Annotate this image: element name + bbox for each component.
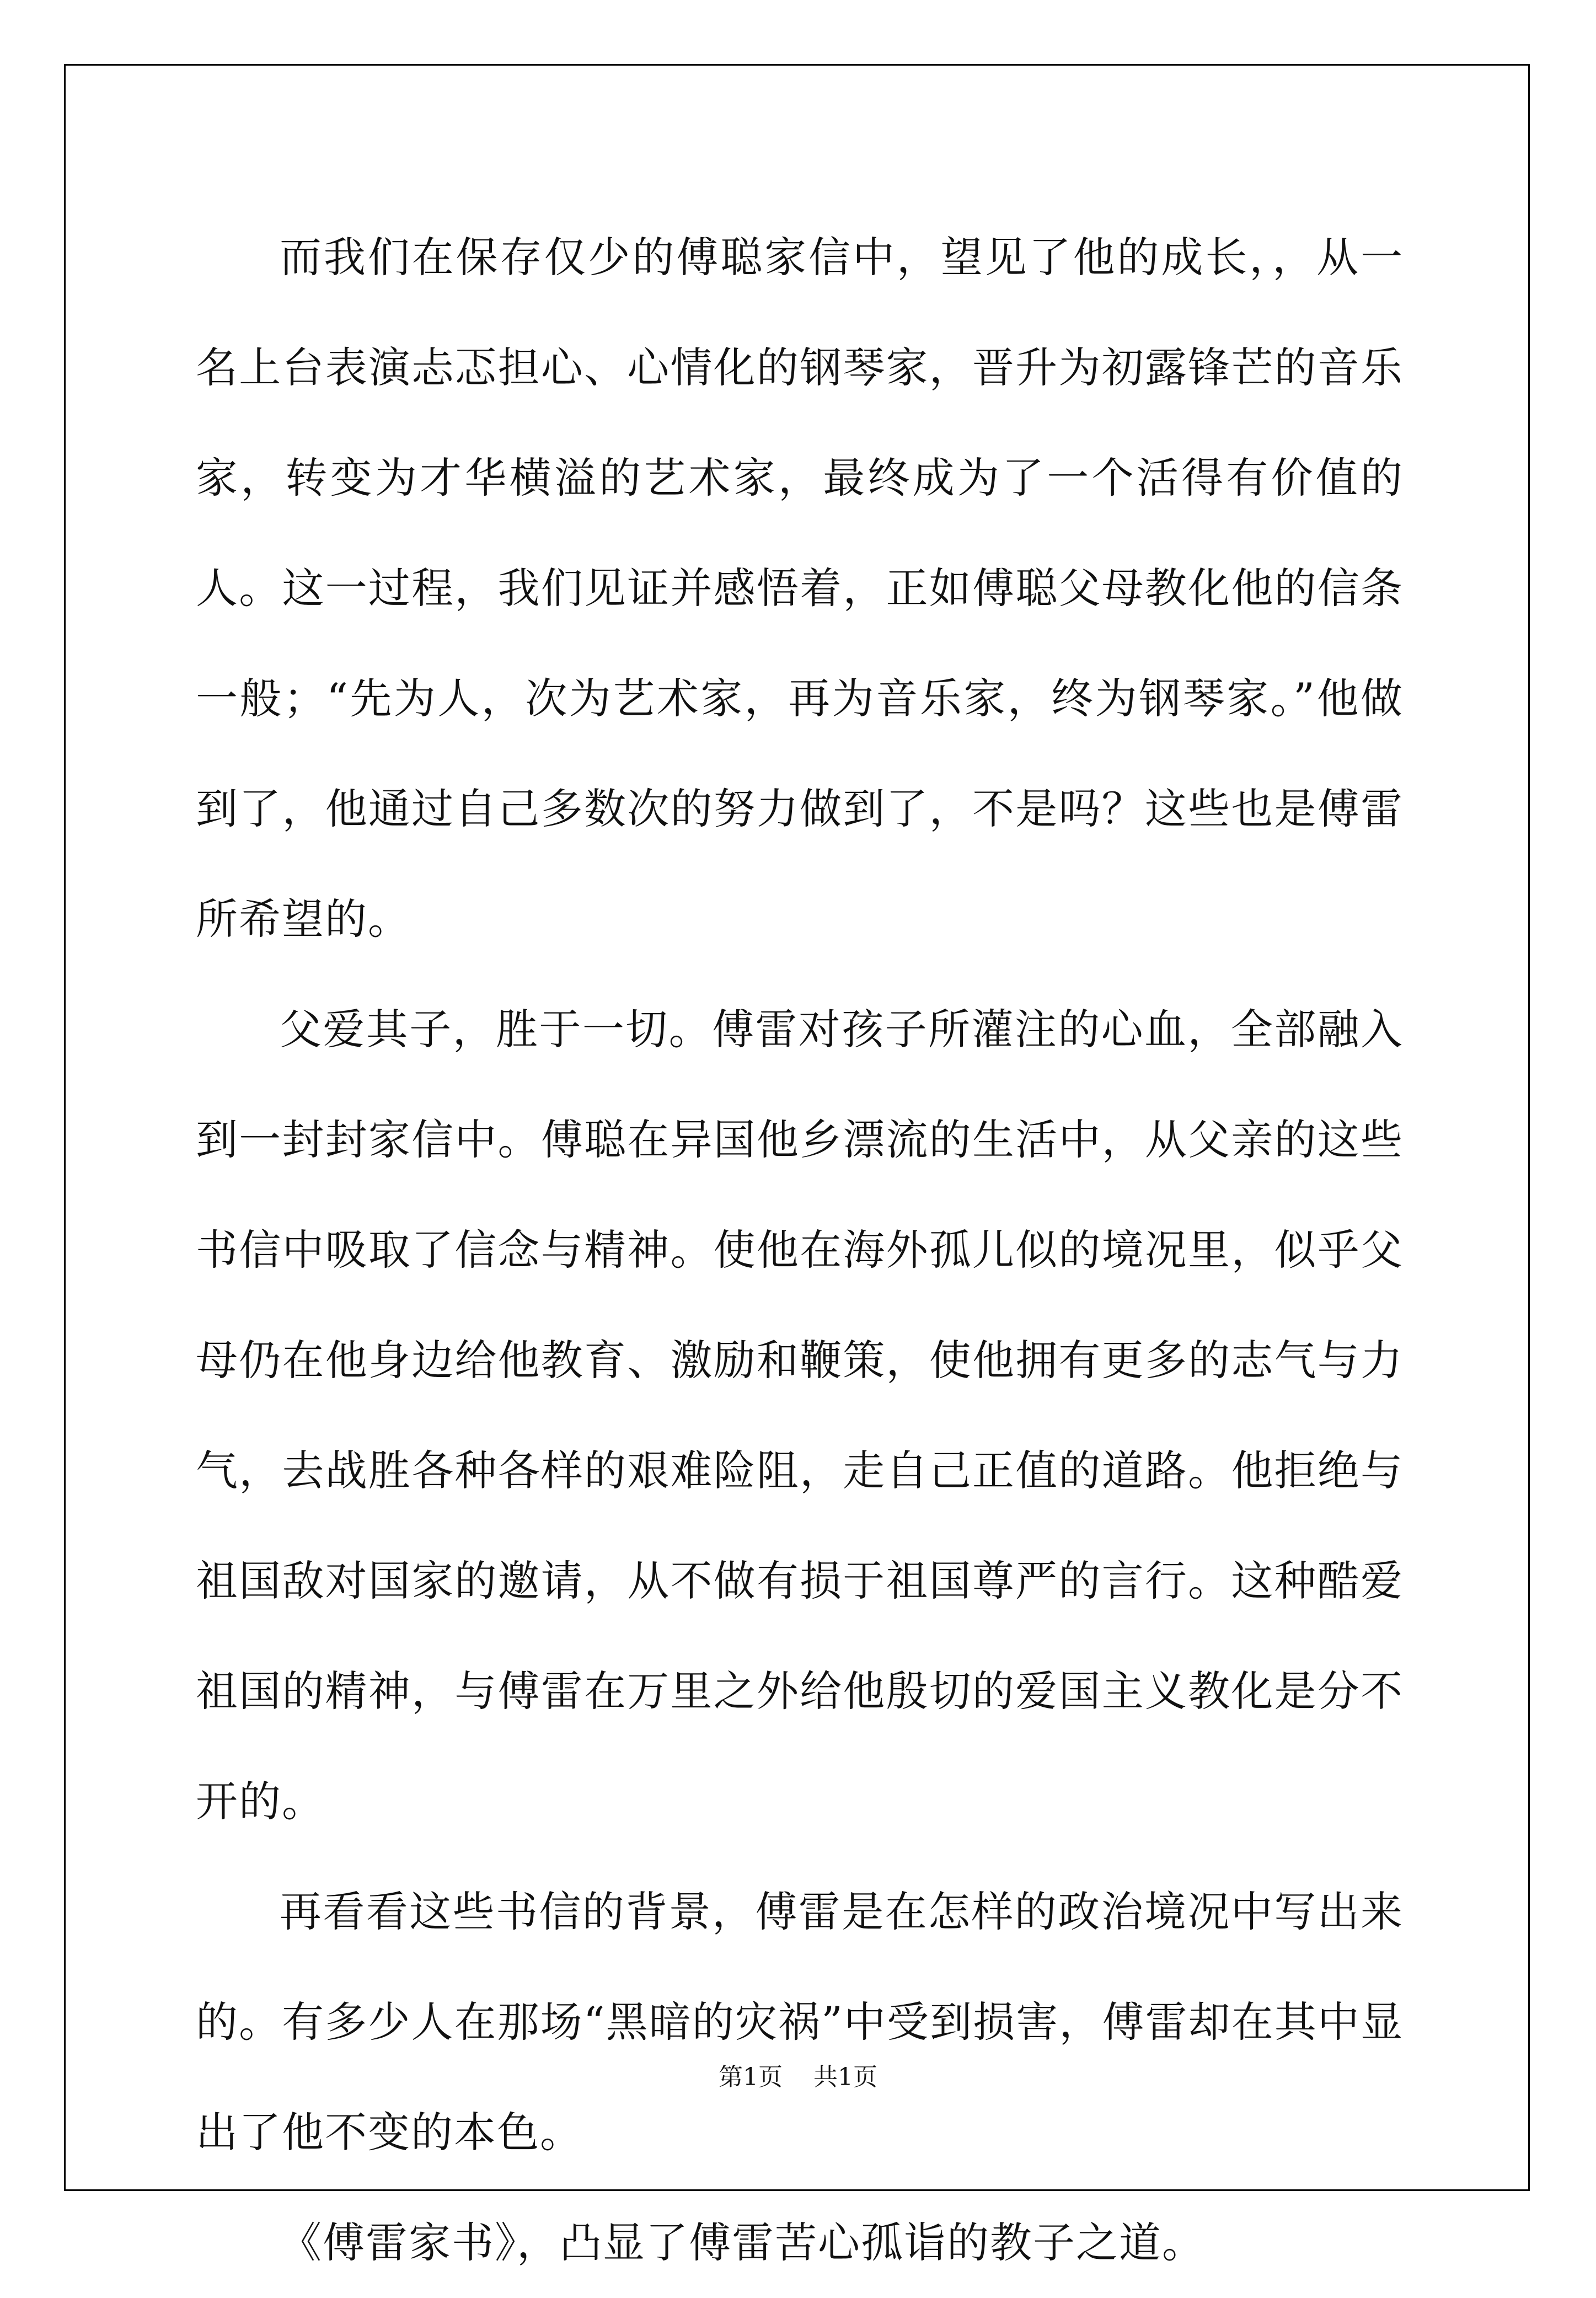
paragraph-1: 而我们在保存仅少的傅聪家信中，望见了他的成长，，从一名上台表演忐忑担心、心情化的钢琴家，晋升为初露锋芒的音乐家，转变为才华横溢的艺术家，最终成为了一个活得有价值的人。这一过程，我们见证并感悟着，正如傅聪父母教化他的信条一般；“先为人，次为艺术家，再为音乐家，终为钢琴家。”他做到了，他通过自己多数次的努力做到了，不是吗？这些也是傅雷所希望的。 xyxy=(196,233,1404,944)
document-body xyxy=(196,202,1404,2298)
footer-gap xyxy=(783,2063,813,2091)
paragraph-3: 再看看这些书信的背景，傅雷是在怎样的政治境况中写出来的。有多少人在那场“黑暗的灾祸”中受到损害，傅雷却在其中显出了他不变的本色。 xyxy=(196,1887,1404,2157)
page-footer xyxy=(0,2057,1596,2092)
paragraph-4: 《傅雷家书》，凸显了傅雷苦心孤诣的教子之道。 xyxy=(280,2218,1205,2267)
page-number: 第1页 xyxy=(719,2063,783,2091)
paragraph-2: 父爱其子，胜于一切。傅雷对孩子所灌注的心血，全部融入到一封封家信中。傅聪在异国他乡漂流的生活中，从父亲的这些书信中吸取了信念与精神。使他在海外孤儿似的境况里，似乎父母仍在他身边给他教育、激励和鞭策，使他拥有更多的志气与力气，去战胜各种各样的艰难险阻，走自己正值的道路。他拒绝与祖国敌对国家的邀请，从不做有损于祖国尊严的言行。这种酷爱祖国的精神，与傅雷在万里之外给他殷切的爱国主义教化是分不开的。 xyxy=(196,1005,1404,1826)
page-total: 共1页 xyxy=(813,2063,877,2091)
